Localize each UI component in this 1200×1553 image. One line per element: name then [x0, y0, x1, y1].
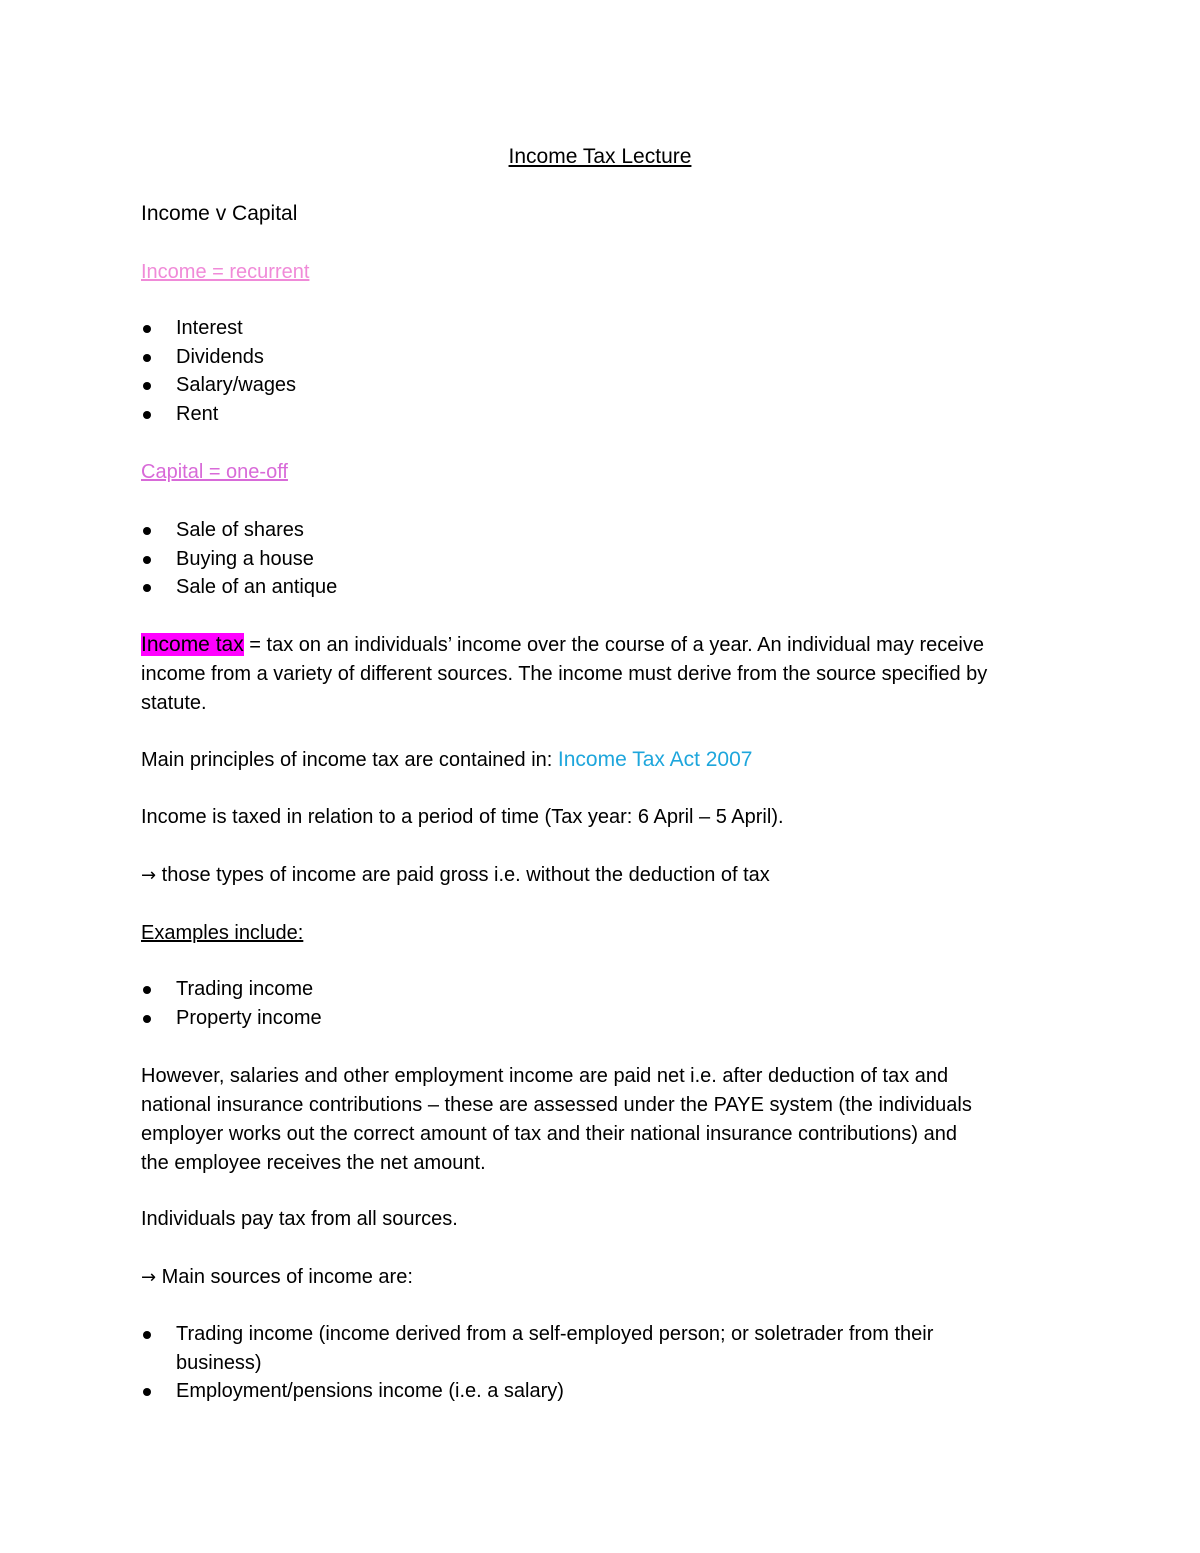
- list-item: Employment/pensions income (i.e. a salary): [141, 1377, 933, 1406]
- bullet-icon: [143, 1388, 151, 1396]
- bullet-icon: [143, 584, 151, 592]
- arrow-icon: →: [141, 1267, 157, 1288]
- arrow-icon: →: [141, 865, 157, 886]
- capital-oneoff-label: Capital = one-off: [141, 461, 288, 483]
- bullet-icon: [143, 411, 151, 419]
- bullet-icon: [143, 986, 151, 994]
- bullet-icon: [143, 382, 151, 390]
- list-item: Interest: [141, 314, 296, 343]
- list-item: Trading income (income derived from a self-employed person; or soletrader from their business): [141, 1320, 933, 1377]
- capital-list: [141, 516, 337, 602]
- income-tax-term: Income tax: [141, 633, 244, 656]
- sources-list: [141, 1320, 933, 1406]
- bullet-icon: [143, 527, 151, 535]
- bullet-icon: [143, 354, 151, 362]
- document-title: Income Tax Lecture: [508, 145, 692, 168]
- individuals-text: Individuals pay tax from all sources.: [141, 1208, 458, 1230]
- list-item: Salary/wages: [141, 371, 296, 400]
- list-item: Sale of an antique: [141, 573, 337, 602]
- list-item: Buying a house: [141, 545, 337, 574]
- main-sources-line: → Main sources of income are:: [141, 1266, 413, 1288]
- bullet-icon: [143, 325, 151, 333]
- bullet-icon: [143, 1015, 151, 1023]
- list-item: Sale of shares: [141, 516, 337, 545]
- act-name: Income Tax Act 2007: [557, 748, 753, 771]
- income-tax-definition: Income tax = tax on an individuals’ income over the course of a year. An individual may receive income from a variety of different sources. The income must derive from the source specified by statute.: [141, 633, 988, 714]
- section-heading: Income v Capital: [141, 202, 298, 225]
- list-item: Dividends: [141, 343, 296, 372]
- list-item: Rent: [141, 400, 296, 429]
- principles-line: Main principles of income tax are contained in: Income Tax Act 2007: [141, 748, 753, 771]
- income-recurrent-label: Income = recurrent: [141, 261, 310, 283]
- list-item: Trading income: [141, 975, 322, 1004]
- list-item: Property income: [141, 1004, 322, 1033]
- bullet-icon: [143, 556, 151, 564]
- examples-label: Examples include:: [141, 922, 304, 944]
- bullet-icon: [143, 1331, 151, 1339]
- income-list: [141, 314, 296, 428]
- paye-paragraph: However, salaries and other employment income are paid net i.e. after deduction of tax and national insurance contributions – these are assessed under the PAYE system (the individuals employer works out the correct amount of tax and their national insurance contributions) and the employee receives the net amount.: [141, 1065, 972, 1174]
- tax-period-text: Income is taxed in relation to a period of time (Tax year: 6 April – 5 April).: [141, 806, 784, 828]
- examples-list: [141, 975, 322, 1032]
- gross-income-line: → those types of income are paid gross i.e. without the deduction of tax: [141, 864, 770, 886]
